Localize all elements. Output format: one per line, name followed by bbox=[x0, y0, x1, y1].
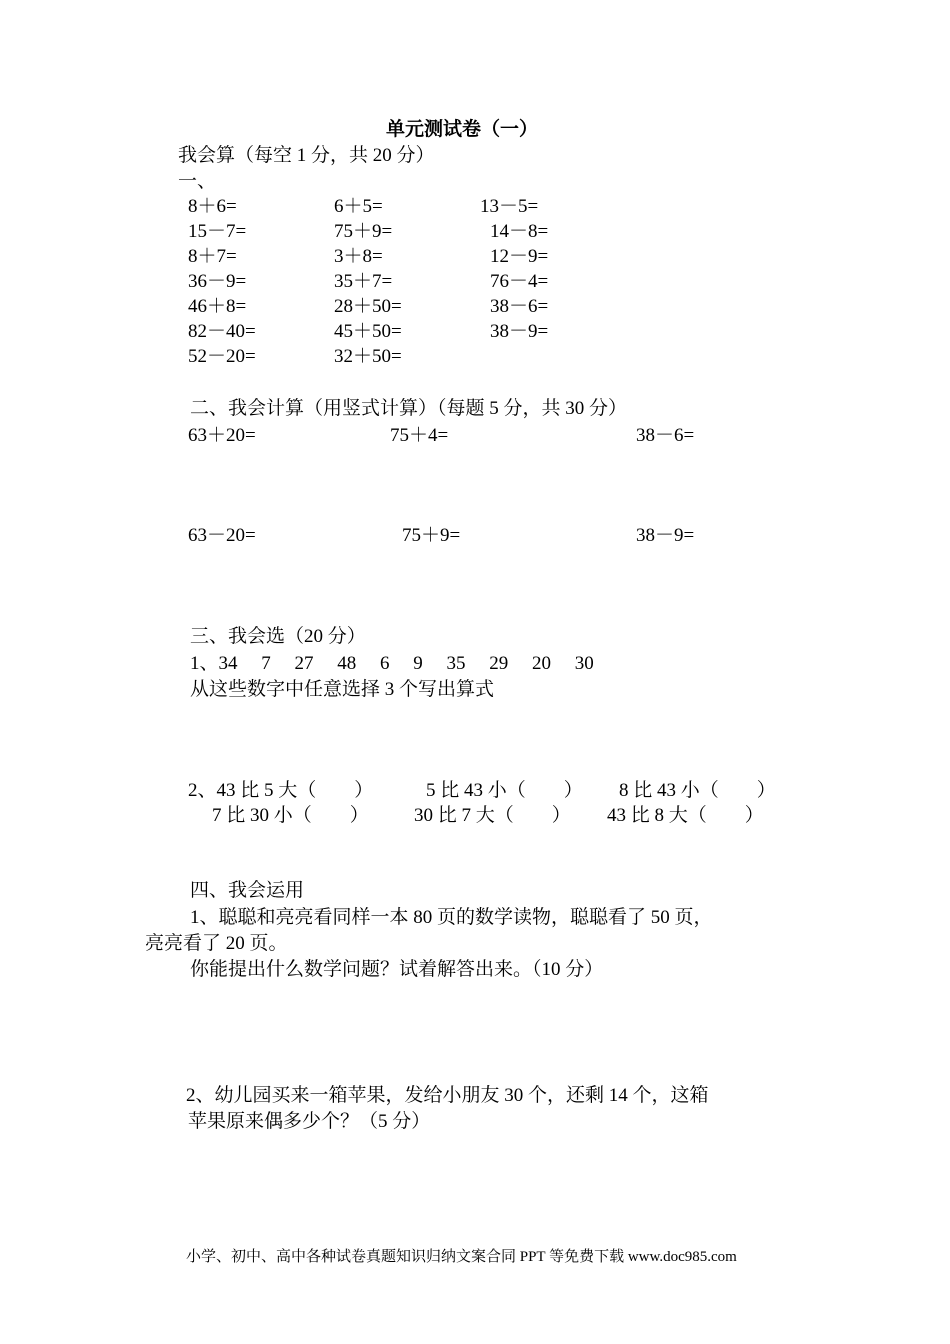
section1-label: 一、 bbox=[178, 171, 217, 192]
problem: 63＋20= bbox=[188, 425, 256, 446]
problem: 36－9= bbox=[188, 271, 247, 292]
compare-item: 7 比 30 小（ ） bbox=[212, 805, 369, 826]
problem: 45＋50= bbox=[334, 321, 402, 342]
section4-q1-line3: 你能提出什么数学问题？试着解答出来。（10 分） bbox=[190, 959, 604, 980]
problem: 15－7= bbox=[188, 221, 247, 242]
problem: 52－20= bbox=[188, 346, 256, 367]
problem: 46＋8= bbox=[188, 296, 247, 317]
problem: 13－5= bbox=[480, 196, 539, 217]
section4-q2-line2: 苹果原来偶多少个？（5 分） bbox=[188, 1111, 431, 1132]
problem: 12－9= bbox=[490, 246, 549, 267]
problem: 35＋7= bbox=[334, 271, 393, 292]
problem: 76－4= bbox=[490, 271, 549, 292]
section3-q1-numbers: 1、34 7 27 48 6 9 35 29 20 30 bbox=[190, 653, 594, 674]
problem: 8＋6= bbox=[188, 196, 237, 217]
problem: 38－9= bbox=[490, 321, 549, 342]
compare-item: 30 比 7 大（ ） bbox=[414, 805, 571, 826]
problem: 6＋5= bbox=[334, 196, 383, 217]
section1-intro: 我会算（每空 1 分，共 20 分） bbox=[178, 145, 435, 166]
problem: 28＋50= bbox=[334, 296, 402, 317]
problem: 38－6= bbox=[490, 296, 549, 317]
section4-heading: 四、我会运用 bbox=[190, 880, 305, 901]
section3-heading: 三、我会选（20 分） bbox=[190, 626, 366, 647]
footer-text: 小学、初中、高中各种试卷真题知识归纳文案合同 PPT 等免费下载 www.doc985.com bbox=[186, 1249, 737, 1265]
problem: 38－9= bbox=[636, 525, 695, 546]
section3-q1-instruction: 从这些数字中任意选择 3 个写出算式 bbox=[190, 679, 495, 700]
problem: 14－8= bbox=[490, 221, 549, 242]
section2-heading: 二、我会计算（用竖式计算）（每题 5 分，共 30 分） bbox=[190, 398, 628, 419]
compare-item: 8 比 43 小（ ） bbox=[619, 780, 776, 801]
compare-item: 2、43 比 5 大（ ） bbox=[188, 780, 374, 801]
compare-item: 43 比 8 大（ ） bbox=[607, 805, 764, 826]
problem: 63－20= bbox=[188, 525, 256, 546]
section4-q1-line1: 1、聪聪和亮亮看同样一本 80 页的数学读物，聪聪看了 50 页， bbox=[190, 907, 713, 928]
problem: 75＋9= bbox=[334, 221, 393, 242]
problem: 82－40= bbox=[188, 321, 256, 342]
section4-q2-line1: 2、幼儿园买来一箱苹果，发给小朋友 30 个，还剩 14 个，这箱 bbox=[186, 1085, 709, 1106]
problem: 3＋8= bbox=[334, 246, 383, 267]
compare-item: 5 比 43 小（ ） bbox=[426, 780, 583, 801]
problem: 75＋9= bbox=[402, 525, 461, 546]
page-title: 单元测试卷（一） bbox=[386, 119, 539, 140]
problem: 32＋50= bbox=[334, 346, 402, 367]
problem: 8＋7= bbox=[188, 246, 237, 267]
section4-q1-line2: 亮亮看了 20 页。 bbox=[145, 933, 288, 954]
problem: 38－6= bbox=[636, 425, 695, 446]
problem: 75＋4= bbox=[390, 425, 449, 446]
